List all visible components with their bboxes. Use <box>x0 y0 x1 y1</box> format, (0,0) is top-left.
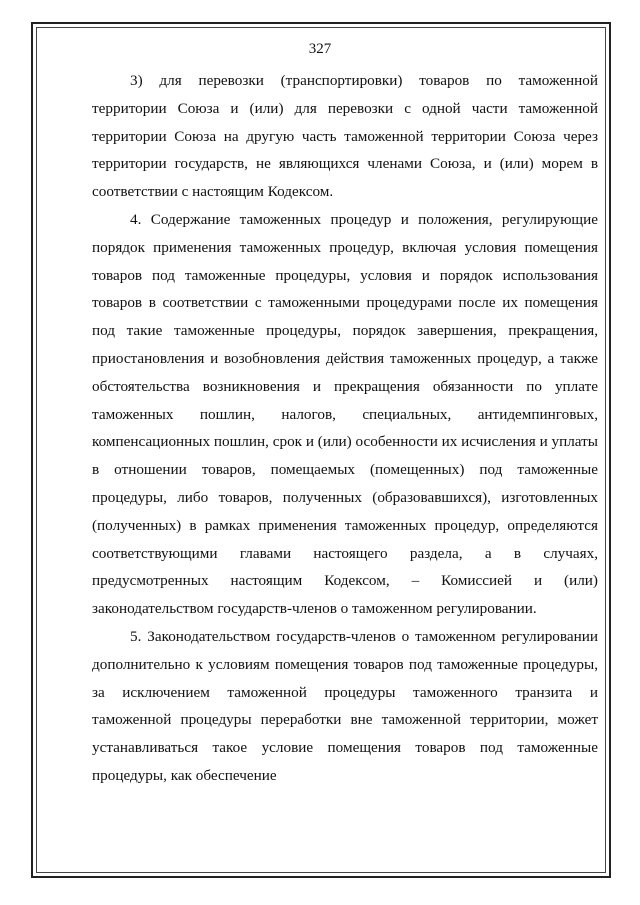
document-body <box>92 67 598 790</box>
paragraph-item-3: 3) для перевозки (транспортировки) товаров по таможенной территории Союза и (или) для перевозки с одной части таможенной территории Союза на другую часть таможенной территории Союза через территории государств, не являющихся членами Союза, и (или) морем в соответствии с настоящим Кодексом. <box>92 72 598 201</box>
page-number: 327 <box>308 41 332 57</box>
paragraph-point-4: 4. Содержание таможенных процедур и положения, регулирующие порядок применения таможенных процедур, включая условия помещения товаров под таможенные процедуры, условия и порядок использования товаров в соответствии с таможенными процедурами после их помещения под такие таможенные процедуры, порядок завершения, прекращения, приостановления и возобновления действия таможенных процедур, а также обстоятельства возникновения и прекращения обязанности по уплате таможенных пошлин, налогов, специальных, антидемпинговых, компенсационных пошлин, срок и (или) особенности их исчисления и уплаты в отношении товаров, помещаемых (помещенных) под таможенные процедуры, либо товаров, полученных (образовавшихся), изготовленных (полученных) в рамках применения таможенных процедур, определяются соответствующими главами настоящего раздела, а в случаях, предусмотренных настоящим Кодексом, – Комиссией и (или) законодательством государств-членов о таможенном регулировании. <box>92 210 598 618</box>
paragraph-point-5: 5. Законодательством государств-членов о таможенном регулировании дополнительно к условиям помещения товаров под таможенные процедуры, за исключением таможенной процедуры таможенного транзита и таможенной процедуры переработки вне таможенной территории, может устанавливаться такое условие помещения товаров под таможенные процедуры, как обеспечение <box>92 627 598 784</box>
